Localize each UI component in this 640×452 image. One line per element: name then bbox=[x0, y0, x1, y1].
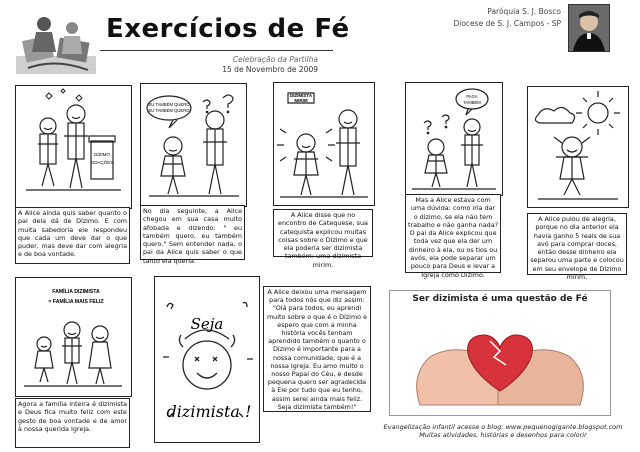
dizimista-mirim-sign: DIZIMISTA bbox=[289, 93, 313, 98]
event-name: Celebração da Partilha bbox=[232, 55, 318, 64]
comic-panel-7 bbox=[154, 276, 260, 443]
parish-info bbox=[425, 6, 561, 30]
family-sign-line1: FAMÍLIA DIZIMISTA bbox=[52, 289, 100, 295]
saint-portrait bbox=[568, 4, 610, 52]
caption-panel-5: A Alice pulou de alegria, porque no dia anterior ela havia ganho 5 reais de sua avó para comprar doces, então desse dinheiro ela separou uma parte e colocou em seu envelope de Dízimo mirim. bbox=[527, 213, 627, 275]
diocese-name: Diocese de S. J. Campos - SP bbox=[453, 19, 561, 28]
comic-panel-1 bbox=[15, 85, 132, 209]
parish-name: Paróquia S. J. Bosco bbox=[487, 7, 561, 16]
svg-text:DOAÇÕES: DOAÇÕES bbox=[90, 160, 114, 165]
caption-panel-4: Mas a Alice estava com uma dúvida: como iria dar o dízimo, se ela não tem trabalho e não ganha nada? O pai da Alice explicou que toda vez que ela der um dinheiro à ela, ou os tios ou avós, ela pode separar um pouco para Deus e levar a Igreja como Dízimo. bbox=[405, 194, 501, 273]
title-divider bbox=[100, 50, 333, 51]
caption-panel-3: A Alice disse que no encontro de Catequese, sua catequista explicou muitas coisas sobre o Dízimo e que ela poderia ser dizimista também: uma dizimista mirim. bbox=[273, 209, 373, 257]
header-clipart bbox=[14, 8, 98, 78]
tithe-banner bbox=[389, 290, 611, 416]
caption-panel-2: No dia seguinte, a Alice chegou em sua casa muito afobada e dizendo: " eu também quero, eu também quero." Sem entender nada, o pai da Alice quis saber o que tanto ela queria. bbox=[140, 205, 245, 260]
page-title: Exercícios de Fé bbox=[106, 14, 350, 44]
comic-panel-3 bbox=[273, 82, 375, 206]
svg-text:EU TAMBÉM QUERO: EU TAMBÉM QUERO bbox=[148, 108, 190, 113]
comic-panel-2 bbox=[140, 83, 247, 207]
footer-blog-line: Evangelização infantil acesse o blog: www.pequenogigante.blogspot.com bbox=[383, 423, 623, 431]
speech-bubble-text: PAGA bbox=[466, 94, 478, 99]
svg-text:MIRIM: MIRIM bbox=[294, 98, 308, 103]
footer-activities-line: Muitas atividades, histórias e desenhos para colorir bbox=[419, 431, 587, 439]
family-sign-line2: = FAMÍLIA MAIS FELIZ bbox=[48, 299, 104, 305]
speech-bubble-text: EU TAMBÉM QUERO bbox=[148, 102, 190, 107]
dizimista-text: dizimista ! bbox=[166, 402, 252, 421]
seja-text: Seja bbox=[190, 315, 224, 333]
caption-panel-8: A Alice deixou uma mensagem para todos nós que diz assim: "Olá para todos, eu aprendi muito sobre o que é o Dízimo e espero que com a minha história vocês tenham aprendido também o quanto o Dízimo é importante para a nossa comunidade, que é a nossa Igreja. Eu amo muito o nosso Papai do Céu, e desde pequena quero ser agradecida à Ele por tudo que eu tenho, assim serei ainda mais feliz. Seja dizimista também!" bbox=[263, 286, 371, 412]
banner-title: Ser dizimista é uma questão de Fé bbox=[412, 294, 588, 304]
caption-panel-1: A Alice ainda quis saber quanto o pai dela dá de Dízimo. E com muita sabedoria ele respondeu que cada um deve dar o que puder, mas deve dar com alegria e de boa vontade. bbox=[15, 207, 130, 264]
comic-panel-4 bbox=[405, 82, 503, 196]
offering-box-sign: DÍZIMO bbox=[94, 152, 110, 157]
comic-panel-5 bbox=[527, 86, 629, 208]
svg-text:TAMBÉM: TAMBÉM bbox=[463, 100, 481, 105]
footer bbox=[372, 423, 634, 439]
caption-panel-6: Agora a família inteira é dizimista e Deus fica muito feliz com este gesto de boa vontade e de amor à nossa querida Igreja. bbox=[15, 398, 130, 448]
comic-panel-6 bbox=[15, 277, 132, 397]
event-date: 15 de Novembro de 2009 bbox=[222, 65, 318, 74]
